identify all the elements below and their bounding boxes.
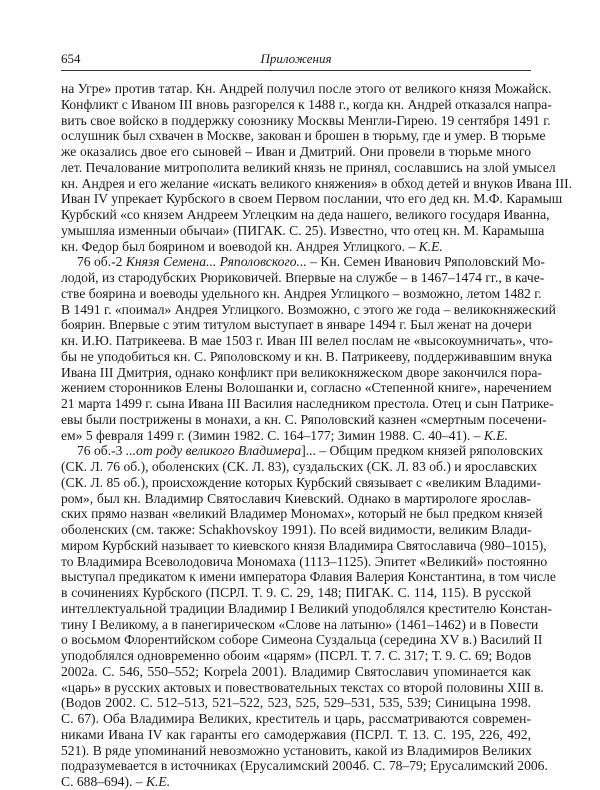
text-run: С. 688–694). – xyxy=(61,774,146,789)
paragraph-note-76ob-2 xyxy=(61,254,556,443)
text-run: уподоблялся одновременно обоим «царям» (ПСРЛ. Т. 7. С. 317; Т. 9. С. 69; Водов xyxy=(61,648,532,663)
text-line xyxy=(61,679,544,696)
text-line xyxy=(61,112,551,129)
text-run: В 1491 г. «поимал» Андрея Углицкого. Возможно, с этого же года – великокняжеский xyxy=(61,301,556,317)
text-line xyxy=(61,317,531,333)
text-run: С. 67). Оба Владимира Великих, креститель и царь, рассматриваются современ- xyxy=(61,711,531,726)
text-run: ]... – Общим предком князей ряполовских xyxy=(301,443,544,459)
text-line xyxy=(61,128,546,144)
running-header xyxy=(61,50,531,68)
text-line xyxy=(61,380,552,396)
text-run: оболенских (см. также: Schakhovskoy 1991). По всей видимости, великим Влади- xyxy=(61,522,532,537)
text-run: миром Курбский называет то киевского князя Владимира Святославича (980–1015), xyxy=(61,537,547,553)
text-line xyxy=(61,553,548,570)
text-line xyxy=(61,648,531,664)
text-line xyxy=(61,695,531,711)
text-run: (СК. Л. 76 об.), оболенских (СК. Л. 83), суздальских (СК. Л. 83 об.) и ярославских xyxy=(61,459,538,474)
text-run: «царь» в русских актовых и повествовательных текстах со второй половины XIII в. xyxy=(61,679,544,695)
text-line xyxy=(61,743,531,759)
text-run: – Кн. Семен Иванович Ряполовский Мо- xyxy=(306,254,545,270)
text-line xyxy=(61,285,542,302)
text-line xyxy=(61,396,554,412)
italic-text: ...от роду великого Владимера xyxy=(125,443,302,459)
text-line xyxy=(61,239,531,255)
text-line xyxy=(61,491,531,507)
text-run: умышляа изменныи обычаи» (ПИГАК. С. 25). Известно, что отец кн. М. Карамыша xyxy=(61,222,545,238)
text-line xyxy=(61,443,544,459)
text-line xyxy=(61,428,531,444)
text-run: подразумевается в источниках (Ерусалимский 2004б. С. 78–79; Ерусалимский 2006. xyxy=(61,758,548,774)
text-line xyxy=(61,600,552,617)
text-run: 76 об.-2 xyxy=(77,254,126,270)
text-line xyxy=(61,270,545,286)
text-line xyxy=(61,616,539,633)
text-line xyxy=(61,522,531,538)
text-line xyxy=(61,537,547,554)
text-line xyxy=(61,727,531,743)
section-title: Приложения xyxy=(260,51,332,66)
text-run: кн. Андрея и его желание «искать великого княжения» в обход детей и внуков Ивана III. xyxy=(61,175,573,191)
italic-text: К.Е. xyxy=(483,427,508,443)
text-run: Конфликт с Иваном III вновь разгорелся к 1488 г., когда кн. Андрей отказался напра- xyxy=(61,96,552,112)
text-run: то Владимира Всеволодовича Мономаха (1113–1125). Эпитет «Великий» постоянно xyxy=(61,553,548,569)
text-line xyxy=(61,664,531,680)
text-run: ослушник был схвачен в Москве, закован и брошен в тюрьму, где и умер. В тюрьме xyxy=(61,128,546,144)
text-run: жением сторонников Елены Волошанки и, согласно «Степенной книге», наречением xyxy=(61,380,552,396)
text-line xyxy=(61,411,547,428)
document-page xyxy=(61,50,573,790)
text-run: боярин. Впервые с этим титулом выступает в январе 1494 г. Был женат на дочери xyxy=(61,317,532,333)
text-line xyxy=(61,506,543,522)
text-line xyxy=(61,254,545,270)
body-text xyxy=(61,81,573,790)
text-line xyxy=(61,569,556,585)
text-line xyxy=(61,159,556,176)
text-run: никами Ивана IV как гаранты его самодержавия (ПСРЛ. Т. 13. С. 195, 226, 492, xyxy=(61,726,531,742)
text-run: выступал предикатом к имени императора Флавия Валерия Константина, в том числе xyxy=(61,569,556,585)
text-line xyxy=(61,96,552,113)
text-line xyxy=(61,774,531,790)
text-run: 2002а. С. 546, 550–552; Korpela 2001). Владимир Святославич упоминается как xyxy=(61,663,531,679)
text-line xyxy=(61,191,563,207)
text-run: кн. Федор был боярином и воеводой кн. Андрея Углицкого. – xyxy=(61,238,419,254)
text-run: интеллектуальной традиции Владимир I Великий уподоблялся крестителю Констан- xyxy=(61,600,552,616)
text-line xyxy=(61,348,553,365)
text-run: (Водов 2002. С. 512–513, 521–522, 523, 525, 529–531, 535, 539; Синицына 1998. xyxy=(61,695,531,711)
text-line xyxy=(61,175,573,192)
italic-text: К.Е. xyxy=(418,238,443,254)
text-line xyxy=(61,758,548,774)
text-run: о восьмом Флорентийском соборе Симеона Суздальца (середина XV в.) Василий II xyxy=(61,632,543,648)
text-line xyxy=(61,81,552,97)
text-line xyxy=(61,301,556,318)
text-run: (СК. Л. 85 об.), происхождение которых Курбский связывает с «великим Владими- xyxy=(61,474,542,490)
page-number: 654 xyxy=(61,51,81,66)
header-rule xyxy=(61,70,531,71)
italic-text: К.Е. xyxy=(145,774,171,789)
text-run: в сочинениях Курбского (ПСРЛ. Т. 9. С. 29, 148; ПИГАК. С. 114, 115). В русской xyxy=(61,585,531,600)
text-run: же оказались двое его сыновей – Иван и Дмитрий. Они провели в тюрьме много xyxy=(61,144,531,159)
italic-text: Князя Семена... Ряполовского... xyxy=(125,254,307,270)
text-run: кн. И.Ю. Патрикеева. В мае 1503 г. Иван III велел послам не «высокоумничать», что- xyxy=(61,333,554,348)
text-run: вить свое войско в поддержку союзнику Москвы Менгли-Гирею. 19 сентября 1491 г. xyxy=(61,112,551,128)
paragraph-note-76ob-3 xyxy=(61,443,556,790)
text-run: лодой, из стародубских Рюриковичей. Впервые на службе – в 1467–1474 гг., в каче- xyxy=(61,270,545,285)
text-line xyxy=(61,711,531,727)
text-line xyxy=(61,585,531,601)
text-run: ских прямо назван «великий Владимер Мономах», который не был предком князей xyxy=(61,506,543,522)
text-run: лет. Печалование митрополита великий князь не принял, сославшись на злой умысел xyxy=(61,159,556,175)
text-run: 521). В ряде упоминаний невозможно установить, какой из Владимиров Великих xyxy=(61,742,532,758)
text-run: 21 марта 1499 г. сына Ивана III Василия наследником престола. Отец и сын Патрике- xyxy=(61,396,554,411)
text-run: бы не уподобиться кн. С. Ряполовскому и кн. В. Патрикееву, поддерживавшим внука xyxy=(61,348,553,364)
text-line xyxy=(61,632,543,648)
text-run: Курбский «со князем Андреем Углецким на деда нашего, великого государя Иванна, xyxy=(61,207,550,222)
paragraph-continuation xyxy=(61,81,573,254)
text-run: 76 об.-3 xyxy=(77,443,126,459)
text-run: на Угре» против татар. Кн. Андрей получил после этого от великого князя Можайск. xyxy=(61,81,552,96)
text-line xyxy=(61,144,531,160)
text-run: тину I Великому, а в панегирическом «Слове на латыню» (1461–1462) и в Повести xyxy=(61,616,539,632)
text-line xyxy=(61,207,550,223)
text-line xyxy=(61,474,542,491)
text-run: ром», был кн. Владимир Святославич Киевский. Однако в мартирологе ярослав- xyxy=(61,490,531,506)
text-run: Иван IV упрекает Курбского в своем Первом послании, что его дед кн. М.Ф. Карамыш xyxy=(61,191,563,207)
text-line xyxy=(61,333,554,349)
text-run: Ивана III Дмитрия, однако конфликт при великокняжеском дворе закончился пора- xyxy=(61,364,542,380)
text-run: стве боярина и воеводы удельного кн. Андрея Углицкого – возможно, летом 1482 г. xyxy=(61,285,542,301)
text-run: ем» 5 февраля 1499 г. (Зимин 1982. С. 164–177; Зимин 1988. С. 40–41). – xyxy=(61,427,484,443)
text-line xyxy=(61,459,538,475)
text-line xyxy=(61,222,545,239)
text-line xyxy=(61,364,542,381)
text-run: евы были пострижены в монахи, а кн. С. Ряполовский казнен «смертным посечени- xyxy=(61,411,547,427)
